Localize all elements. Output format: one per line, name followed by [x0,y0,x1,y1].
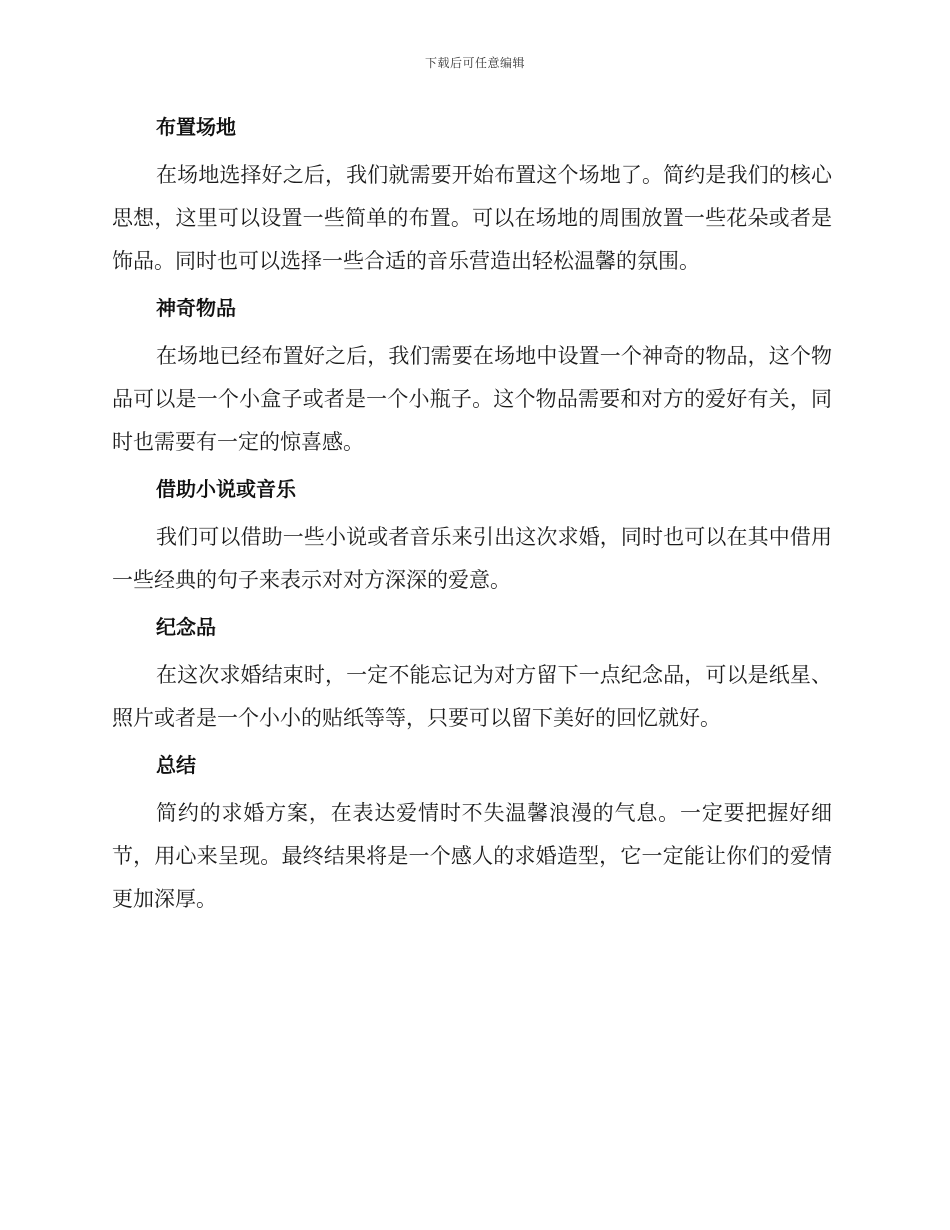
page-header: 下载后可任意编辑 [424,56,525,70]
section-paragraph: 在场地已经布置好之后，我们需要在场地中设置一个神奇的物品，这个物品可以是一个小盒子或者是一个小瓶子。这个物品需要和对方的爱好有关，同时也需要有一定的惊喜感。 [112,344,832,454]
section-magic-item [112,291,832,464]
section-heading: 总结 [156,753,196,777]
section-paragraph: 我们可以借助一些小说或者音乐来引出这次求婚，同时也可以在其中借用一些经典的句子来表示对对方深深的爱意。 [112,525,832,592]
section-heading: 神奇物品 [156,296,236,320]
section-paragraph: 简约的求婚方案，在表达爱情时不失温馨浪漫的气息。一定要把握好细节，用心来呈现。最终结果将是一个感人的求婚造型，它一定能让你们的爱情更加深厚。 [112,801,832,911]
section-souvenir [112,610,832,740]
section-heading: 借助小说或音乐 [156,477,296,501]
section-summary [112,748,832,921]
section-paragraph: 在场地选择好之后，我们就需要开始布置这个场地了。简约是我们的核心思想，这里可以设置一些简单的布置。可以在场地的周围放置一些花朵或者是饰品。同时也可以选择一些合适的音乐营造出轻松温馨的氛围。 [112,163,832,273]
section-venue-setup [112,110,832,283]
document-body [112,110,832,929]
section-heading: 布置场地 [156,115,236,139]
section-novel-or-music [112,472,832,602]
section-heading: 纪念品 [156,615,216,639]
section-paragraph: 在这次求婚结束时，一定不能忘记为对方留下一点纪念品，可以是纸星、照片或者是一个小小的贴纸等等，只要可以留下美好的回忆就好。 [112,663,832,730]
